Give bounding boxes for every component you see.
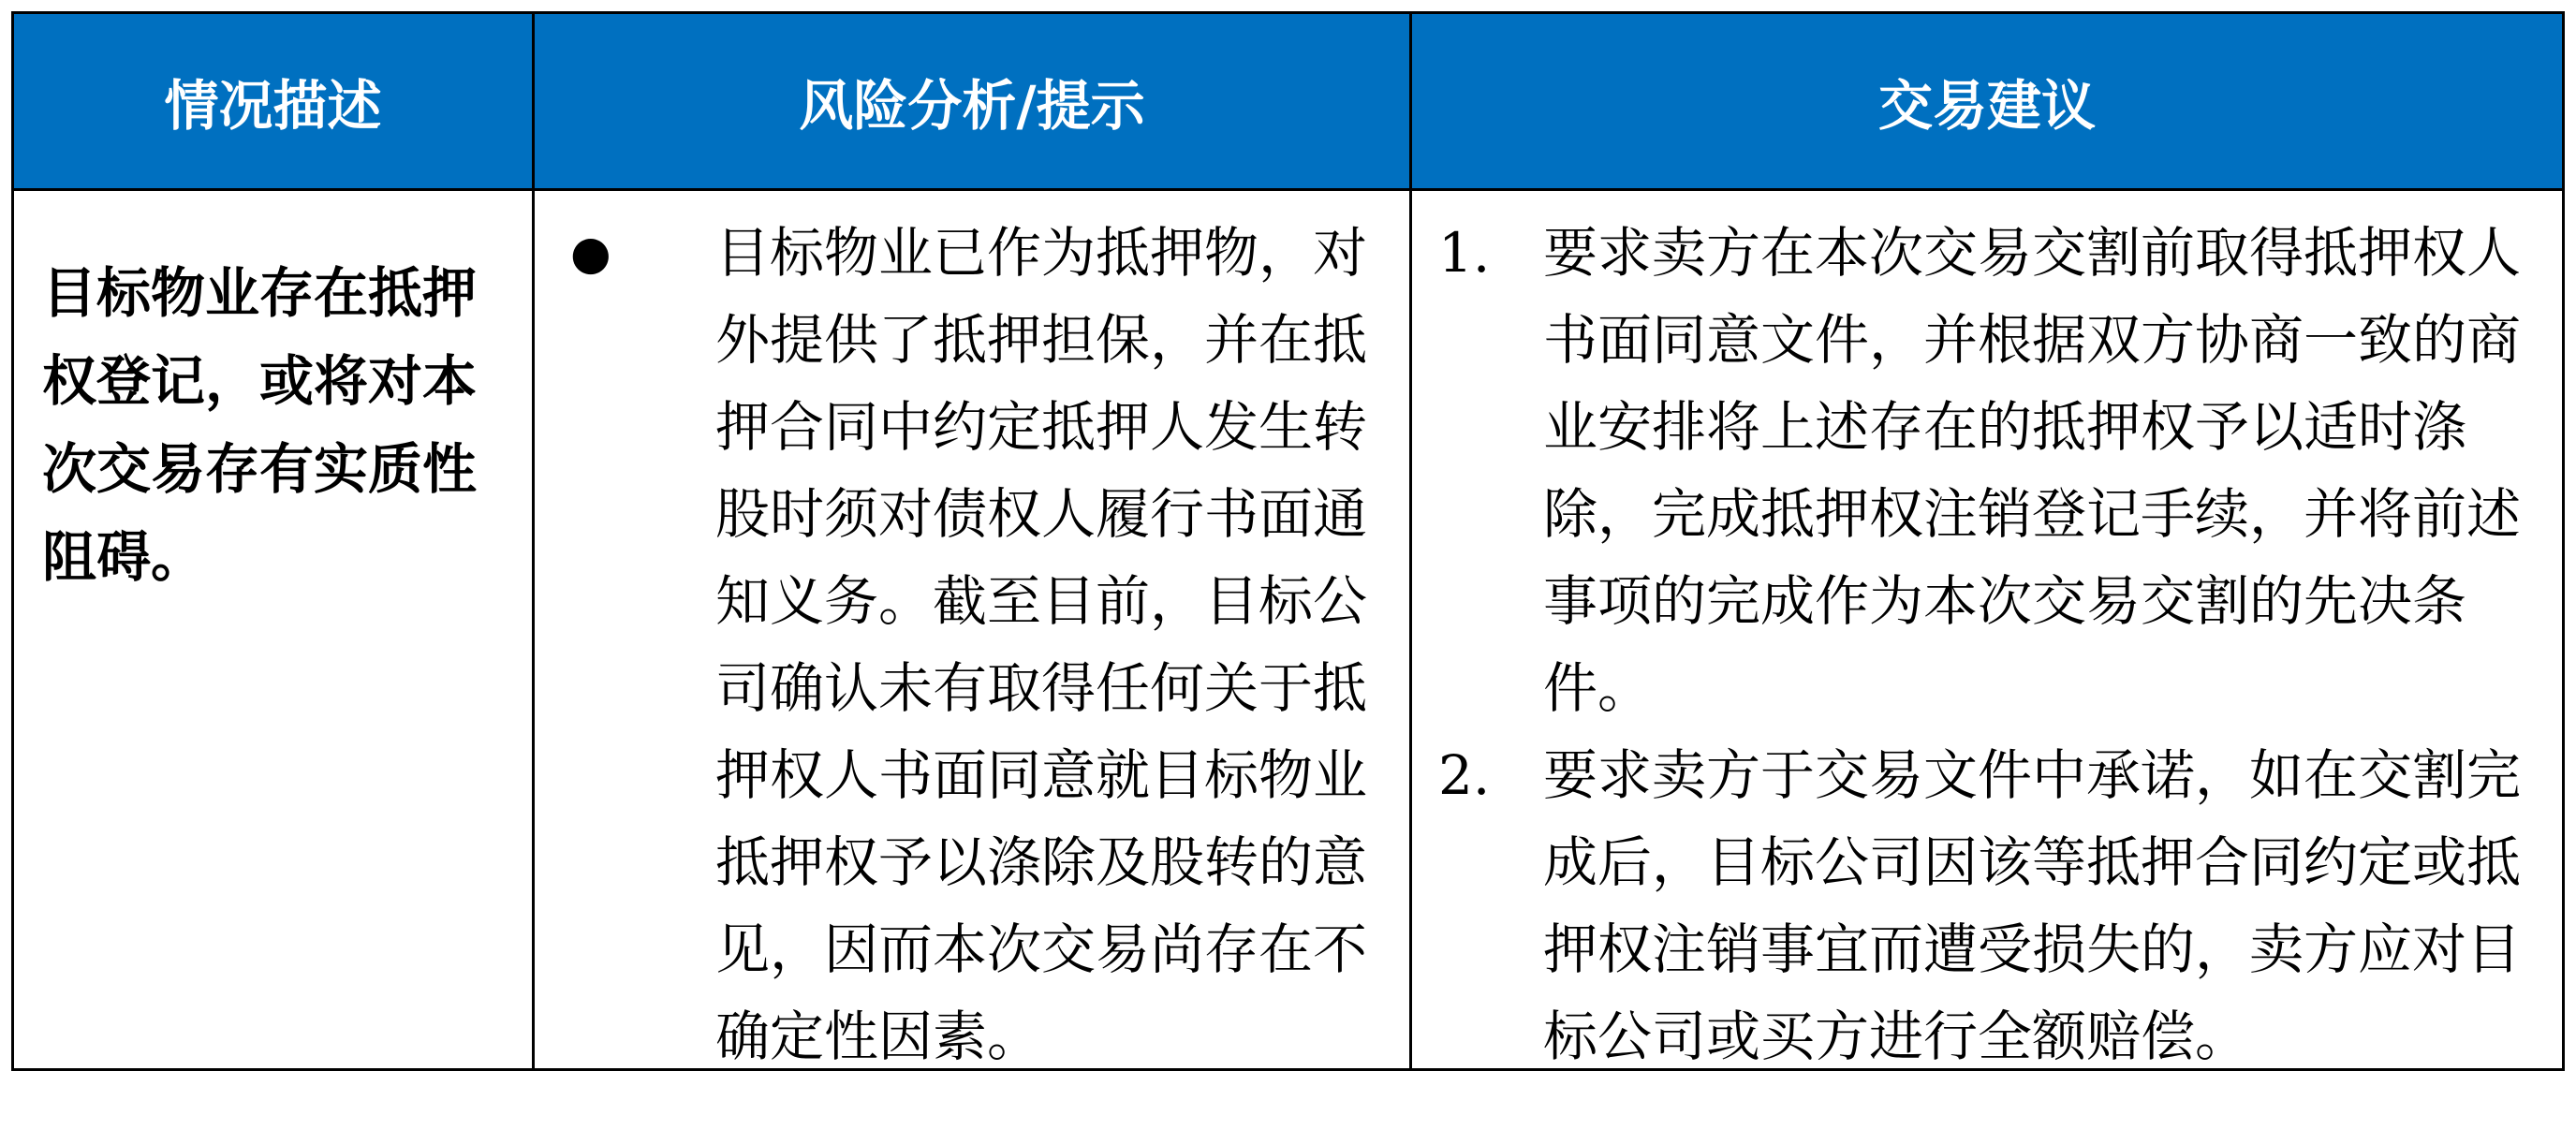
advice-item (1438, 210, 2534, 732)
risk-table (11, 11, 2565, 1071)
advice-cell (1409, 191, 2562, 1068)
situation-description: 目标物业存在抵押权登记，或将对本次交易存有实质性阻碍。 (42, 261, 478, 589)
risk-analysis-text: 目标物业已作为抵押物，对外提供了抵押担保，并在抵押合同中约定抵押人发生转股时须对债权人履行书面通知义务。截至目前，目标公司确认未有取得任何关于抵押权人书面同意就目标物业抵押权予以涤除及股转的意见，因而本次交易尚存在不确定性因素。 (715, 221, 1368, 1068)
advice-text: 要求卖方于交易文件中承诺，如在交割完成后，目标公司因该等抵押合同约定或抵押权注销事宜而遭受损失的，卖方应对目标公司或买方进行全额赔偿。 (1543, 743, 2522, 1068)
advice-number: 1. (1438, 221, 1491, 285)
header-risk-analysis: 风险分析/提示 (532, 14, 1409, 191)
advice-number: 2. (1438, 743, 1491, 807)
header-situation: 情况描述 (14, 14, 532, 191)
bullet-icon: ● (570, 226, 611, 280)
header-transaction-advice: 交易建议 (1409, 14, 2562, 191)
advice-text: 要求卖方在本次交易交割前取得抵押权人书面同意文件，并根据双方协商一致的商业安排将上述存在的抵押权予以适时涤除，完成抵押权注销登记手续，并将前述事项的完成作为本次交易交割的先决条件。 (1543, 221, 2522, 720)
risk-analysis-cell (532, 191, 1409, 1068)
advice-item (1438, 732, 2534, 1080)
